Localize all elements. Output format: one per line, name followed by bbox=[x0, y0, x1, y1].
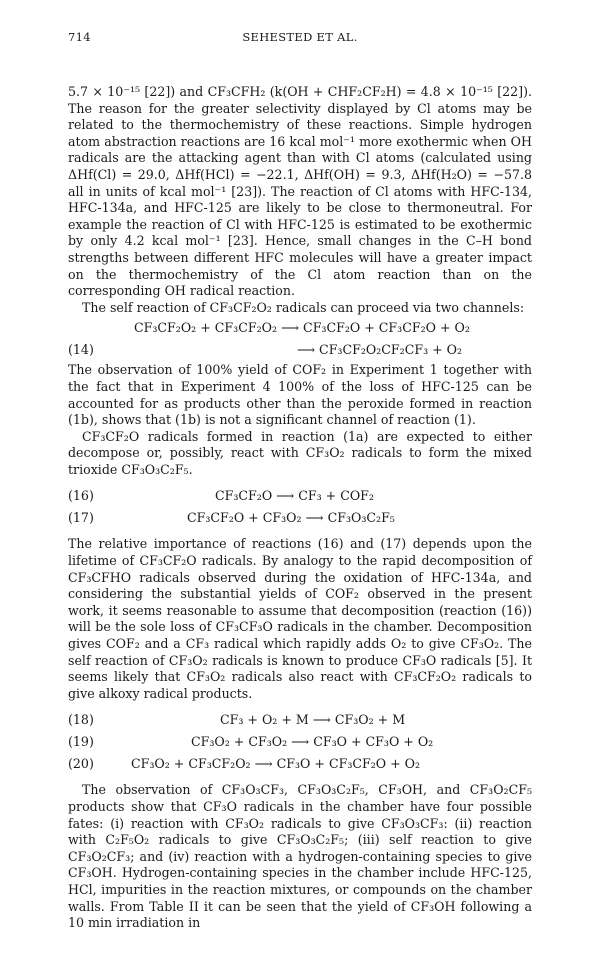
equation-expression: CF₃ + O₂ + M ⟶ CF₃O₂ + M bbox=[220, 712, 406, 728]
page-header bbox=[68, 30, 532, 46]
equation-expression: CF₃CF₂O ⟶ CF₃ + COF₂ bbox=[215, 488, 374, 504]
equation-number: (14) bbox=[68, 342, 94, 358]
equation-number: (19) bbox=[68, 734, 94, 750]
equation-expression: CF₃CF₂O + CF₃O₂ ⟶ CF₃O₃C₂F₅ bbox=[187, 510, 395, 526]
equation-16 bbox=[68, 486, 532, 506]
paragraph-cf3o-fates: The observation of CF₃O₃CF₃, CF₃O₃C₂F₅, CF₃OH, and CF₃O₂CF₅ products show that CF₃O radicals in the chamber have four possible fates: (i) reaction with CF₃O₂ radicals to give CF₃O₃CF₃: (ii) reaction with C₂F₅O₂ radicals to give CF₃O₃C₂F₅; (iii) self reaction to give CF₃O₂CF₃; and (iv) reaction with a hydrogen-containing species to give CF₃OH. Hydrogen-containing species in the chamber include HFC-125, HCl, impurities in the reaction mixtures, or compounds on the chamber walls. From Table II it can be seen that the yield of CF₃OH following a 10 min irradiation in bbox=[68, 782, 532, 931]
paragraph-thermochemistry: 5.7 × 10⁻¹⁵ [22]) and CF₃CFH₂ (k(OH + CHF₂CF₂H) = 4.8 × 10⁻¹⁵ [22]). The reason for the greater selectivity displayed by Cl atoms may be related to the thermochemistry of these reactions. Simple hydrogen atom abstraction reactions are 16 kcal mol⁻¹ more exothermic when OH radicals are the attacking agent than with Cl atoms (calculated using ΔHf(Cl) = 29.0, ΔHf(HCl) = −22.1, ΔHf(OH) = 9.3, ΔHf(H₂O) = −57.8 all in units of kcal mol⁻¹ [23]). The reaction of Cl atoms with HFC-134, HFC-134a, and HFC-125 are likely to be close to thermoneutral. For example the reaction of Cl with HFC-125 is estimated to be exothermic by only 4.2 kcal mol⁻¹ [23]. Hence, small changes in the C–H bond strengths between different HFC molecules will have a greater impact on the thermochemistry of the Cl atom reaction than on the corresponding OH radical reaction. bbox=[68, 84, 532, 299]
equation-expression: CF₃CF₂O₂ + CF₃CF₂O₂ ⟶ CF₃CF₂O + CF₃CF₂O + O₂ bbox=[134, 320, 470, 336]
paragraph-relative-importance: The relative importance of reactions (16) and (17) depends upon the lifetime of CF₃CF₂O radicals. By analogy to the rapid decomposition of CF₃CFHO radicals observed during the oxidation of HFC-134a, and considering the substantial yields of COF₂ observed in the present work, it seems reasonable to assume that decomposition (reaction (16)) will be the sole loss of CF₃CF₃O radicals in the chamber. Decomposition gives COF₂ and a CF₃ radical which rapidly adds O₂ to give CF₃O₂. The self reaction of CF₃O₂ radicals is known to produce CF₃O radicals [5]. It seems likely that CF₃O₂ radicals also react with CF₃CF₂O₂ radicals to give alkoxy radical products. bbox=[68, 536, 532, 701]
equation-14-channel-a bbox=[68, 318, 532, 338]
equation-expression: ⟶ CF₃CF₂O₂CF₂CF₃ + O₂ bbox=[297, 342, 463, 358]
equation-17 bbox=[68, 508, 532, 528]
paragraph-cof2-yield: The observation of 100% yield of COF₂ in Experiment 1 together with the fact that in Experiment 4 100% of the loss of HFC-125 can be accounted for as products other than the peroxide formed in reaction (1b), shows that (1b) is not a significant channel of reaction (1). bbox=[68, 362, 532, 428]
paragraph-self-reaction: The self reaction of CF₃CF₂O₂ radicals can proceed via two channels: bbox=[82, 299, 525, 315]
running-head: SEHESTED ET AL. bbox=[242, 30, 358, 44]
equation-20 bbox=[68, 754, 532, 774]
equation-14-channel-b bbox=[68, 340, 532, 360]
equation-number: (16) bbox=[68, 488, 94, 504]
page-number: 714 bbox=[68, 30, 91, 44]
equation-expression: CF₃O₂ + CF₃CF₂O₂ ⟶ CF₃O + CF₃CF₂O + O₂ bbox=[131, 756, 421, 772]
paragraph-alkoxy-fate: CF₃CF₂O radicals formed in reaction (1a) are expected to either decompose or, possibly, react with CF₃O₂ radicals to form the mixed trioxide CF₃O₃C₂F₅. bbox=[68, 428, 532, 477]
equation-number: (17) bbox=[68, 510, 94, 526]
equation-expression: CF₃O₂ + CF₃O₂ ⟶ CF₃O + CF₃O + O₂ bbox=[191, 734, 434, 750]
equation-18 bbox=[68, 710, 532, 730]
equation-number: (18) bbox=[68, 712, 94, 728]
equation-number: (20) bbox=[68, 756, 94, 772]
equation-19 bbox=[68, 732, 532, 752]
article-body bbox=[68, 84, 532, 932]
